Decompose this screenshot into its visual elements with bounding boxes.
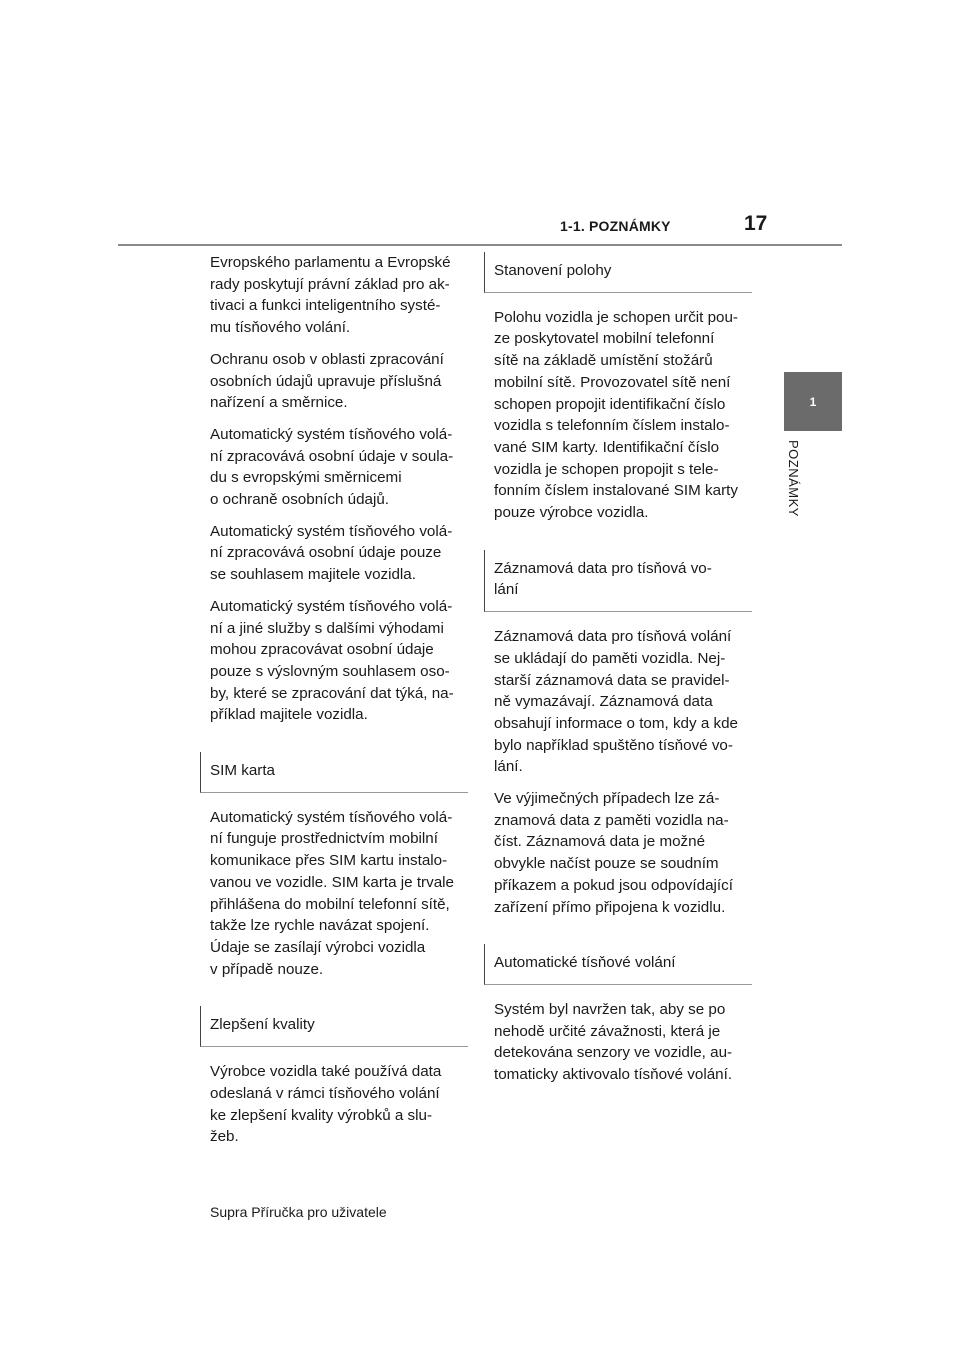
chapter-side-label: POZNÁMKY <box>786 440 801 517</box>
paragraph: Polohu vozidla je schopen určit pou- ze poskytovatel mobilní telefonní sítě na základě umístění stožárů mobilní sítě. Provozovatel sítě není schopen propojit identifikační číslo vozidla s telefonním číslem instalo- vané SIM karty. Identifikační číslo vozidla je schopen propojit s tele- fonním číslem instalované SIM karty pouze výrobce vozidla. <box>494 308 738 522</box>
paragraph: Záznamová data pro tísňová volání se ukládají do paměti vozidla. Nej- starší záznamová data se pravidel- ně vymazávají. Záznamová data obsahují informace o tom, kdy a kde bylo například spuštěno tísňové vo- lání. <box>494 628 738 776</box>
section-title: 1-1. POZNÁMKY <box>560 218 671 234</box>
subheading-positioning: Stanovení polohy <box>484 252 752 293</box>
chapter-tab <box>784 372 842 431</box>
subheading-recorded-data: Záznamová data pro tísňová vo- lání <box>484 550 752 612</box>
paragraph: Automatický systém tísňového volá- ní a jiné služby s dalšími výhodami mohou zpracovávat osobní údaje pouze s výslovným souhlasem oso- by, které se zpracování dat týká, na- příklad majitele vozidla. <box>210 597 454 724</box>
footer-manual-title: Supra Příručka pro uživatele <box>210 1204 387 1220</box>
paragraph: Automatický systém tísňového volá- ní funguje prostřednictvím mobilní komunikace přes SIM kartu instalo- vanou ve vozidle. SIM karta je trvale přihlášena do mobilní telefonní sítě, takže lze rychle navázat spojení. Údaje se zasílají výrobci vozidla v případě nouze. <box>210 808 454 978</box>
paragraph: Automatický systém tísňového volá- ní zpracovává osobní údaje v soula- du s evropskými směrnicemi o ochraně osobních údajů. <box>210 425 454 509</box>
subheading-automatic-call: Automatické tísňové volání <box>484 944 752 985</box>
paragraph: Evropského parlamentu a Evropské rady poskytují právní základ pro ak- tivaci a funkci inteligentního systé- mu tísňového volání. <box>210 254 451 337</box>
paragraph: Ve výjimečných případech lze zá- znamová data z paměti vozidla na- číst. Záznamová data je možné obvykle načíst pouze se soudním příkazem a pokud jsou odpovídající zařízení přímo připojena k vozidlu. <box>494 790 733 916</box>
right-column <box>494 252 752 1096</box>
header-rule <box>118 244 842 246</box>
paragraph: Automatický systém tísňového volá- ní zpracovává osobní údaje pouze se souhlasem majitele vozidla. <box>210 522 453 584</box>
paragraph: Ochranu osob v oblasti zpracování osobních údajů upravuje příslušná nařízení a směrnice. <box>210 350 444 412</box>
subheading-quality: Zlepšení kvality <box>200 1006 468 1047</box>
paragraph: Systém byl navržen tak, aby se po nehodě určité závažnosti, která je detekována senzory ve vozidle, au- tomaticky aktivovalo tísňové volání. <box>494 1000 733 1084</box>
subheading-sim-card: SIM karta <box>200 752 468 793</box>
left-column <box>210 252 468 1158</box>
chapter-tab-number: 1 <box>809 394 817 409</box>
paragraph: Výrobce vozidla také používá data odeslaná v rámci tísňového volání ke zlepšení kvality výrobků a slu- žeb. <box>210 1063 442 1146</box>
page-number: 17 <box>744 212 768 235</box>
